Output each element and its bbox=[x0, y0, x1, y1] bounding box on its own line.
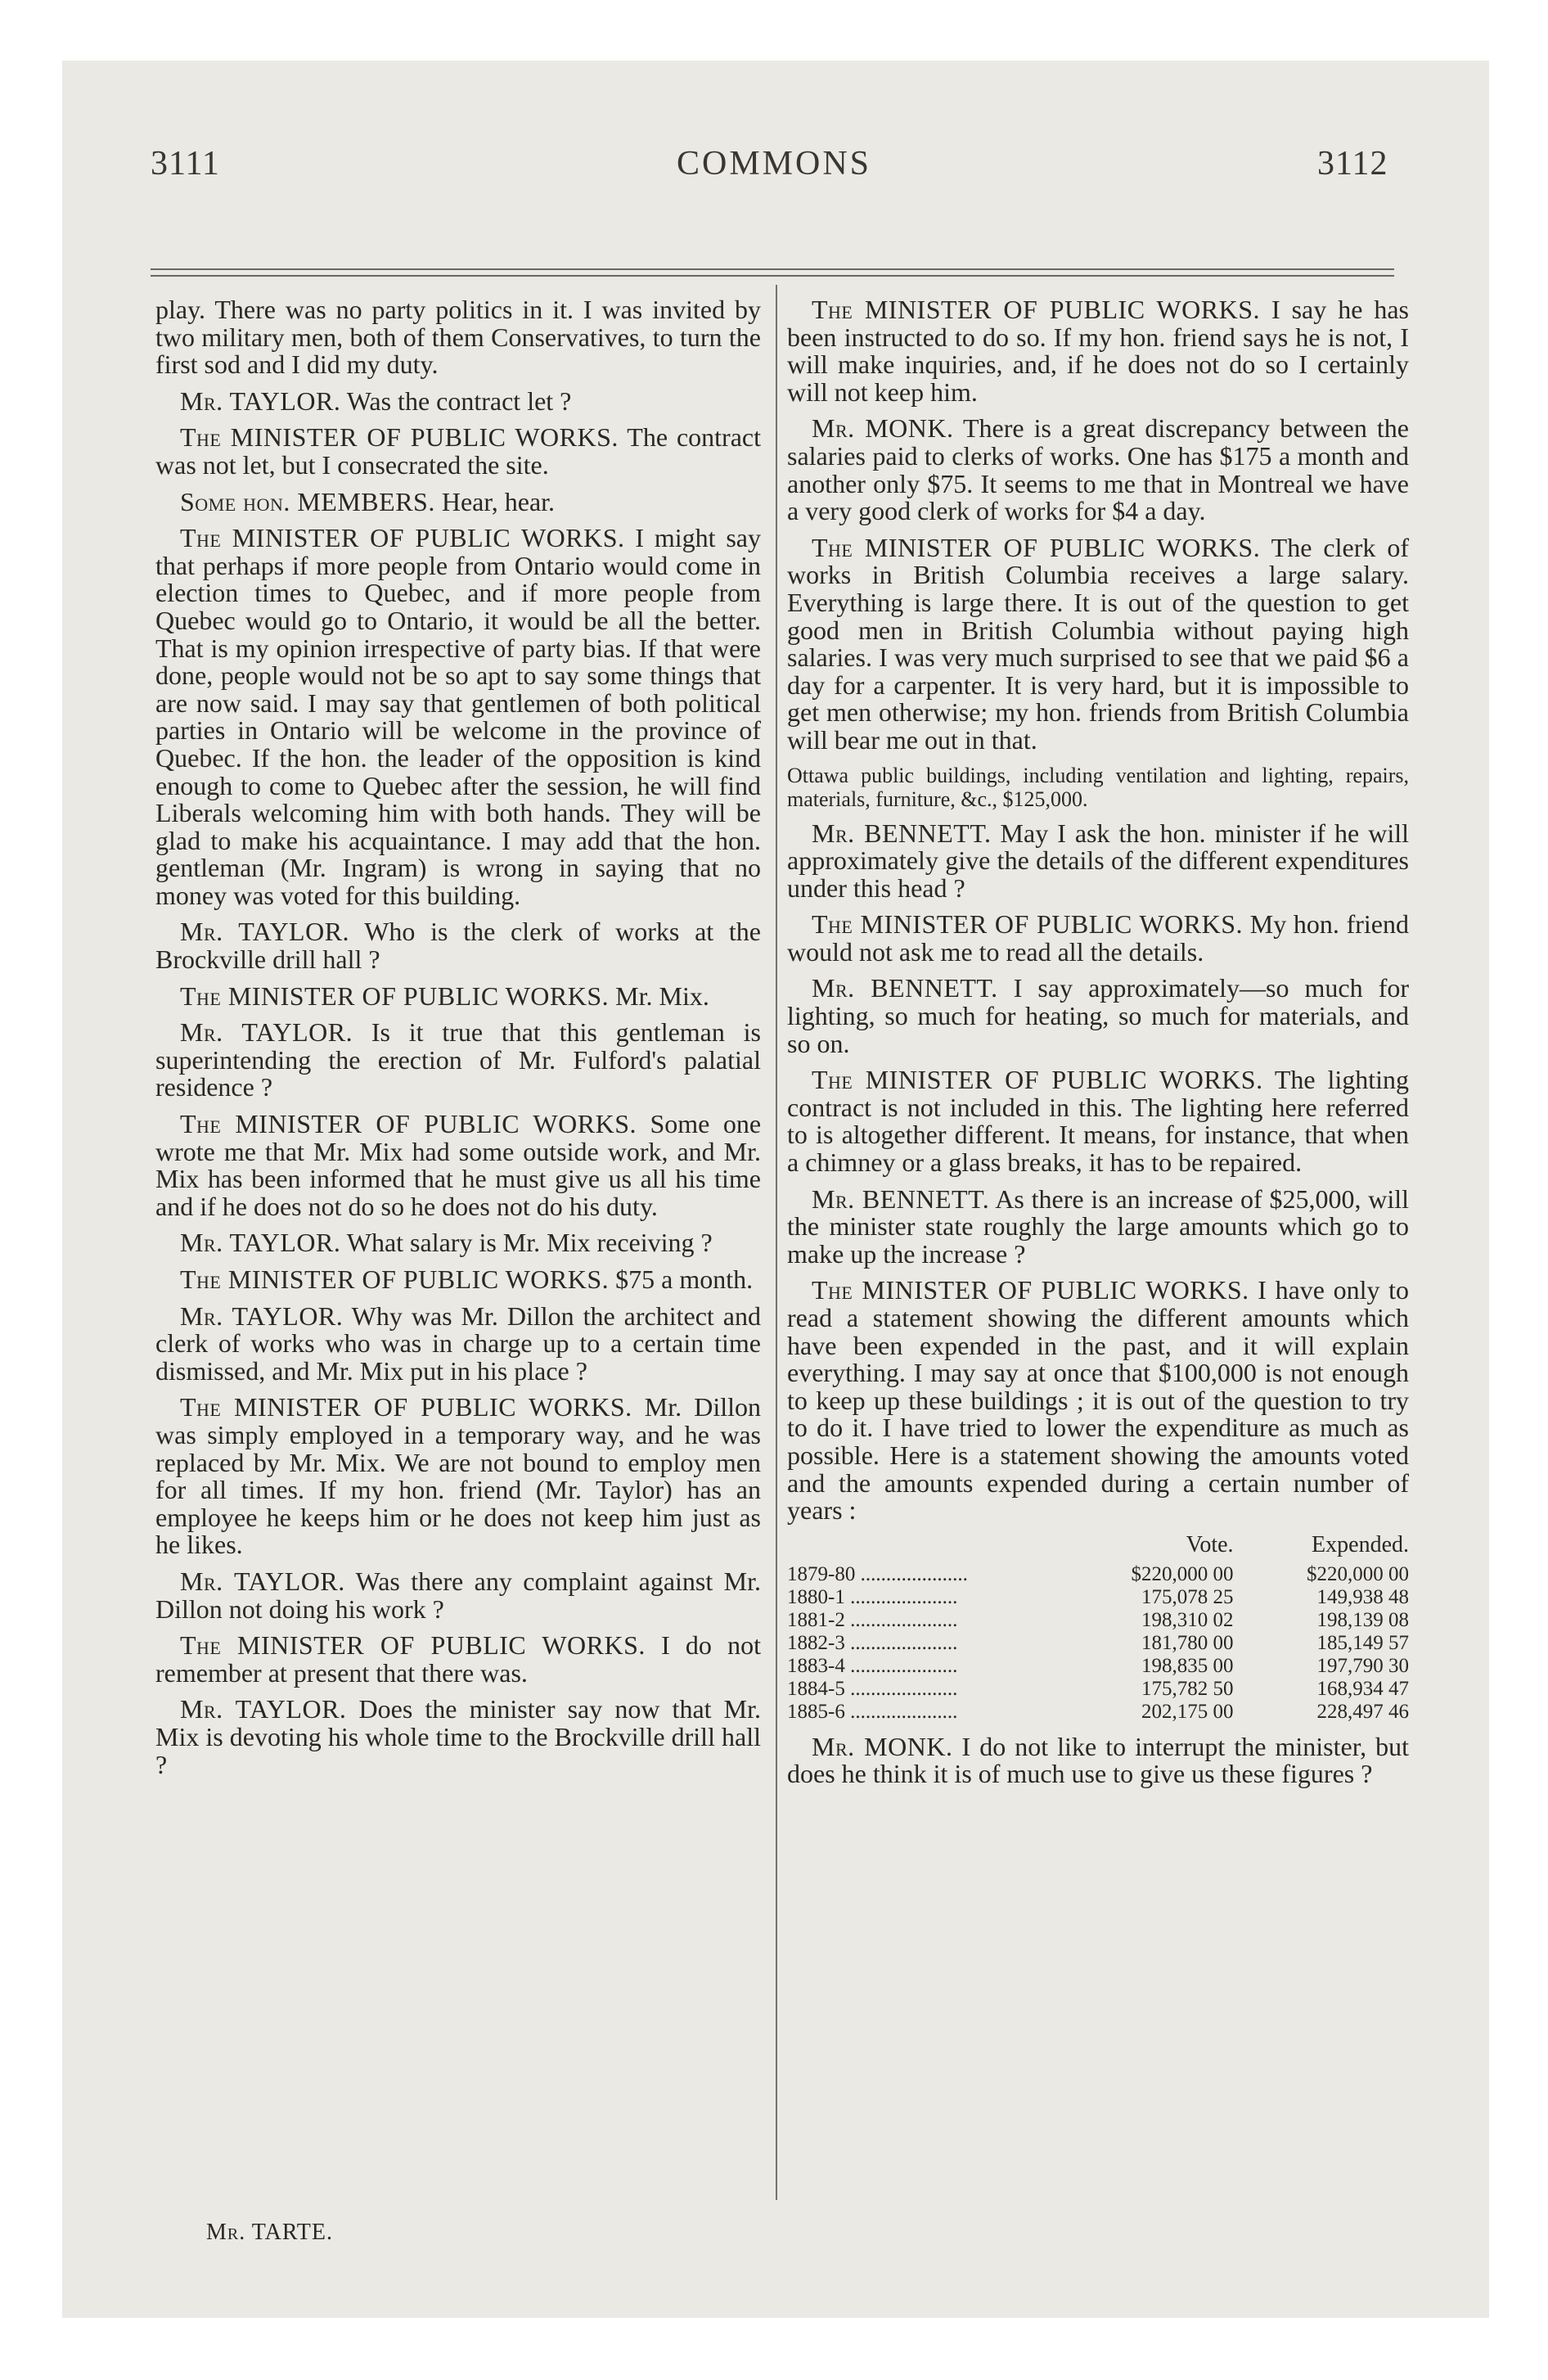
fiscal-year-cell: 1883-4 ..................... bbox=[787, 1654, 958, 1677]
expended-amount: 228,497 46 bbox=[1316, 1700, 1409, 1723]
speech-paragraph bbox=[155, 1229, 761, 1257]
speaker-name: Mr. TAYLOR. bbox=[180, 1017, 353, 1048]
speech-paragraph bbox=[787, 820, 1409, 903]
speech-text: Hear, hear. bbox=[441, 486, 556, 516]
speaker-name: The MINISTER OF PUBLIC WORKS. bbox=[812, 532, 1261, 562]
speech-paragraph bbox=[155, 1300, 761, 1386]
speaker-name: Mr. BENNETT. bbox=[812, 1183, 990, 1214]
speaker-name: The MINISTER OF PUBLIC WORKS. bbox=[812, 909, 1244, 940]
table-row bbox=[787, 1655, 1409, 1678]
vote-amount: 198,835 00 bbox=[1141, 1654, 1234, 1677]
speech-text: The contract was not let, but I consecrated the site. bbox=[155, 422, 762, 480]
speaker-name: Mr. TAYLOR. bbox=[180, 1300, 344, 1331]
left-column bbox=[155, 296, 761, 1787]
table-header-blank bbox=[787, 1534, 1058, 1563]
speech-text: $75 a month. bbox=[615, 1264, 754, 1294]
speech-text: Mr. Mix. bbox=[615, 980, 709, 1011]
left-page-number: 3111 bbox=[151, 145, 220, 183]
speech-paragraph bbox=[787, 1183, 1410, 1269]
speaker-name: Mr. BENNETT. bbox=[812, 973, 998, 1003]
speech-paragraph bbox=[787, 911, 1409, 966]
speech-text: Was the contract let ? bbox=[346, 385, 572, 416]
speech-paragraph bbox=[155, 1394, 761, 1559]
fiscal-year: 1879-80 bbox=[787, 1562, 856, 1585]
right-page-number: 3112 bbox=[1317, 145, 1388, 183]
speaker-name: The MINISTER OF PUBLIC WORKS. bbox=[180, 1392, 632, 1422]
fiscal-year: 1882-3 bbox=[787, 1631, 845, 1654]
speech-paragraph bbox=[155, 486, 761, 516]
vote-amount: 181,780 00 bbox=[1141, 1631, 1234, 1654]
speech-paragraph bbox=[787, 534, 1409, 755]
expended-amount: 185,149 57 bbox=[1316, 1631, 1409, 1654]
speech-text: The clerk of works in British Columbia receives a large salary. Everything is large there. It is out of the question to get good men in British Columbia without paying high salaries. I was very much surprised to see that we paid $6 a day for a carpenter. It is very hard, but it is impossible to get men otherwise; my hon. friends from British Columbia will bear me out in that. bbox=[787, 532, 1410, 755]
speaker-name: The MINISTER OF PUBLIC WORKS. bbox=[812, 1065, 1263, 1095]
speaker-name: Mr. BENNETT. bbox=[812, 818, 992, 848]
column-divider bbox=[776, 285, 777, 2200]
vote-amount: 202,175 00 bbox=[1141, 1700, 1234, 1723]
speaker-name: The MINISTER OF PUBLIC WORKS. bbox=[812, 1275, 1249, 1305]
speech-text: Why was Mr. Dillon the architect and clerk of works who was in charge up to a certain time dismissed, and Mr. Mix put in his place ? bbox=[155, 1300, 761, 1386]
table-column-header: Vote. bbox=[1186, 1531, 1234, 1557]
speaker-name: Mr. TAYLOR. bbox=[180, 917, 350, 947]
right-column-bottom bbox=[787, 820, 1409, 1525]
expenditure-table bbox=[787, 1531, 1409, 1724]
speech-text: I do not remember at present that there was. bbox=[155, 1630, 762, 1688]
speaker-name: The MINISTER OF PUBLIC WORKS. bbox=[180, 523, 625, 553]
speech-text: play. There was no party politics in it. I was invited by two military men, both of them Conservatives, to turn the first sod and I did my duty. bbox=[155, 295, 761, 380]
right-column-top bbox=[787, 296, 1409, 755]
fiscal-year-cell: 1880-1 ..................... bbox=[787, 1585, 958, 1608]
speech-text: I say he has been instructed to do so. If my hon. friend says he is not, I will make inquiries, and, if he does not do so I certainly will not keep him. bbox=[787, 295, 1410, 407]
speaker-name: The MINISTER OF PUBLIC WORKS. bbox=[180, 1109, 637, 1139]
table-row bbox=[787, 1678, 1409, 1701]
fiscal-year: 1880-1 bbox=[787, 1585, 845, 1608]
speaker-name: Mr. TAYLOR. bbox=[180, 1694, 347, 1724]
vote-amount: $220,000 00 bbox=[1131, 1562, 1234, 1585]
vote-amount: 175,782 50 bbox=[1141, 1677, 1234, 1700]
speech-paragraph bbox=[155, 525, 761, 909]
speech-text: May I ask the hon. minister if he will approximately give the details of the different expenditures under this head ? bbox=[787, 818, 1410, 903]
running-title: COMMONS bbox=[676, 145, 872, 183]
speech-paragraph bbox=[155, 1111, 761, 1220]
speech-paragraph bbox=[787, 415, 1409, 525]
table-row bbox=[787, 1632, 1409, 1655]
speaker-name: Mr. TAYLOR. bbox=[180, 1228, 341, 1258]
header-rule-top bbox=[151, 268, 1394, 270]
speech-text: What salary is Mr. Mix receiving ? bbox=[346, 1228, 713, 1258]
speaker-name: The MINISTER OF PUBLIC WORKS. bbox=[180, 1630, 646, 1661]
speech-paragraph bbox=[155, 918, 761, 973]
fiscal-year-cell: 1885-6 ..................... bbox=[787, 1700, 958, 1723]
speech-text: As there is an increase of $25,000, will the minister state roughly the large amounts which go to make up the increase ? bbox=[787, 1183, 1410, 1269]
speech-paragraph bbox=[155, 424, 761, 479]
table-row bbox=[787, 1609, 1409, 1632]
speech-text: There is a great discrepancy between the salaries paid to clerks of works. One has $175 a month and another only $75. It seems to me that in Montreal we have a very good clerk of works for $4 a day. bbox=[787, 413, 1410, 526]
fiscal-year: 1881-2 bbox=[787, 1608, 845, 1631]
expended-amount: 197,790 30 bbox=[1316, 1654, 1409, 1677]
table-header-row bbox=[787, 1534, 1409, 1563]
speech-text: Mr. Dillon was simply employed in a temporary way, and he was replaced by Mr. Mix. We are not bound to employ men for all times. If my hon. friend (Mr. Taylor) has an employee he keeps him or he does not keep him just as he likes. bbox=[155, 1392, 762, 1560]
speech-text: The lighting contract is not included in this. The lighting here referred to is altogether different. It means, for instance, that when a chimney or a glass breaks, it has to be repaired. bbox=[787, 1065, 1410, 1178]
fiscal-year: 1883-4 bbox=[787, 1654, 845, 1677]
table-row bbox=[787, 1701, 1409, 1724]
vote-amount: 198,310 02 bbox=[1141, 1608, 1234, 1631]
speech-text: I do not like to interrupt the minister, but does he think it is of much use to give us these figures ? bbox=[787, 1731, 1409, 1789]
speaker-name: Mr. MONK. bbox=[812, 1731, 953, 1761]
table-column-header: Expended. bbox=[1312, 1531, 1409, 1557]
speech-text: I might say that perhaps if more people from Ontario would come in election times to Quebec, and if more people from Quebec would go to Ontario, it would be all the better. That is my opinion irrespective of party bias. If that were done, people would not be so apt to say some things that are now said. I may say that gentlemen of both political parties in Ontario will be welcome in the province of Quebec. If the hon. the leader of the opposition is kind enough to come to Quebec after the session, he will find Liberals welcoming him with both hands. They will be glad to make his acquaintance. I may add that the hon. gentleman (Mr. Ingram) is wrong in saying that no money was voted for this building. bbox=[155, 523, 762, 910]
speaker-name: Mr. TAYLOR. bbox=[180, 1566, 345, 1596]
right-column bbox=[787, 296, 1409, 1797]
vote-amount: 175,078 25 bbox=[1141, 1585, 1234, 1608]
speech-paragraph bbox=[787, 1733, 1409, 1788]
speech-paragraph bbox=[155, 296, 761, 379]
fiscal-year-cell: 1882-3 ..................... bbox=[787, 1631, 958, 1654]
speaker-name: The MINISTER OF PUBLIC WORKS. bbox=[180, 422, 619, 453]
speaker-name: Some hon. MEMBERS. bbox=[180, 486, 435, 516]
speech-text: Some one wrote me that Mr. Mix had some outside work, and Mr. Mix has been informed that he must give us all his time and if he does not do so he does not do his duty. bbox=[155, 1109, 762, 1221]
expended-amount: 198,139 08 bbox=[1316, 1608, 1409, 1631]
next-speaker: Mr. TARTE. bbox=[206, 2220, 334, 2245]
speech-text: My hon. friend would not ask me to read all the details. bbox=[787, 909, 1410, 967]
speech-text: I have only to read a statement showing the different amounts which have been expended in the past, and it will explain everything. I may say at once that $100,000 is not enough to keep up these buildings ; it is out of the question to try to do it. I have tried to lower the expenditure as much as possible. Here is a statement showing the amounts voted and the amounts expended during a certain number of years : bbox=[787, 1275, 1410, 1526]
fiscal-year-cell: 1879-80 ..................... bbox=[787, 1562, 968, 1585]
fiscal-year-cell: 1881-2 ..................... bbox=[787, 1608, 958, 1631]
speech-paragraph bbox=[155, 1632, 761, 1687]
header-rule-bottom bbox=[151, 275, 1394, 277]
speaker-name: The MINISTER OF PUBLIC WORKS. bbox=[812, 295, 1260, 324]
speaker-name: Mr. TAYLOR. bbox=[180, 385, 341, 416]
fiscal-year: 1885-6 bbox=[787, 1700, 845, 1723]
expended-amount: $220,000 00 bbox=[1307, 1562, 1409, 1585]
speech-paragraph bbox=[155, 1568, 761, 1623]
speech-paragraph bbox=[787, 1066, 1409, 1176]
speech-paragraph bbox=[787, 296, 1409, 406]
estimate-item: Ottawa public buildings, including ventilation and lighting, repairs, materials, furniture, &c., $125,000. bbox=[787, 763, 1409, 811]
fiscal-year: 1884-5 bbox=[787, 1677, 845, 1700]
speech-text: Is it true that this gentleman is superintending the erection of Mr. Fulford's palatial residence ? bbox=[155, 1017, 761, 1102]
speech-text: Who is the clerk of works at the Brockville drill hall ? bbox=[155, 917, 762, 975]
speaker-name: The MINISTER OF PUBLIC WORKS. bbox=[180, 1264, 610, 1294]
speech-paragraph bbox=[787, 1277, 1409, 1524]
speech-paragraph bbox=[155, 1696, 761, 1778]
speech-paragraph bbox=[787, 975, 1409, 1057]
speech-paragraph bbox=[155, 1266, 761, 1294]
table-row bbox=[787, 1563, 1409, 1586]
speech-text: Does the minister say now that Mr. Mix is devoting his whole time to the Brockville drill hall ? bbox=[155, 1694, 761, 1779]
speech-paragraph bbox=[155, 385, 761, 416]
speech-paragraph bbox=[155, 980, 761, 1011]
speech-paragraph bbox=[155, 1019, 761, 1102]
right-column-end bbox=[787, 1733, 1409, 1788]
table-row bbox=[787, 1586, 1409, 1609]
fiscal-year-cell: 1884-5 ..................... bbox=[787, 1677, 958, 1700]
speaker-name: Mr. MONK. bbox=[812, 413, 954, 444]
speaker-name: The MINISTER OF PUBLIC WORKS. bbox=[180, 980, 610, 1011]
speech-text: I say approximately—so much for lighting, so much for heating, so much for materials, and so on. bbox=[787, 973, 1410, 1058]
expended-amount: 149,938 48 bbox=[1316, 1585, 1409, 1608]
speech-text: Was there any complaint against Mr. Dillon not doing his work ? bbox=[155, 1566, 761, 1624]
expended-amount: 168,934 47 bbox=[1316, 1677, 1409, 1700]
